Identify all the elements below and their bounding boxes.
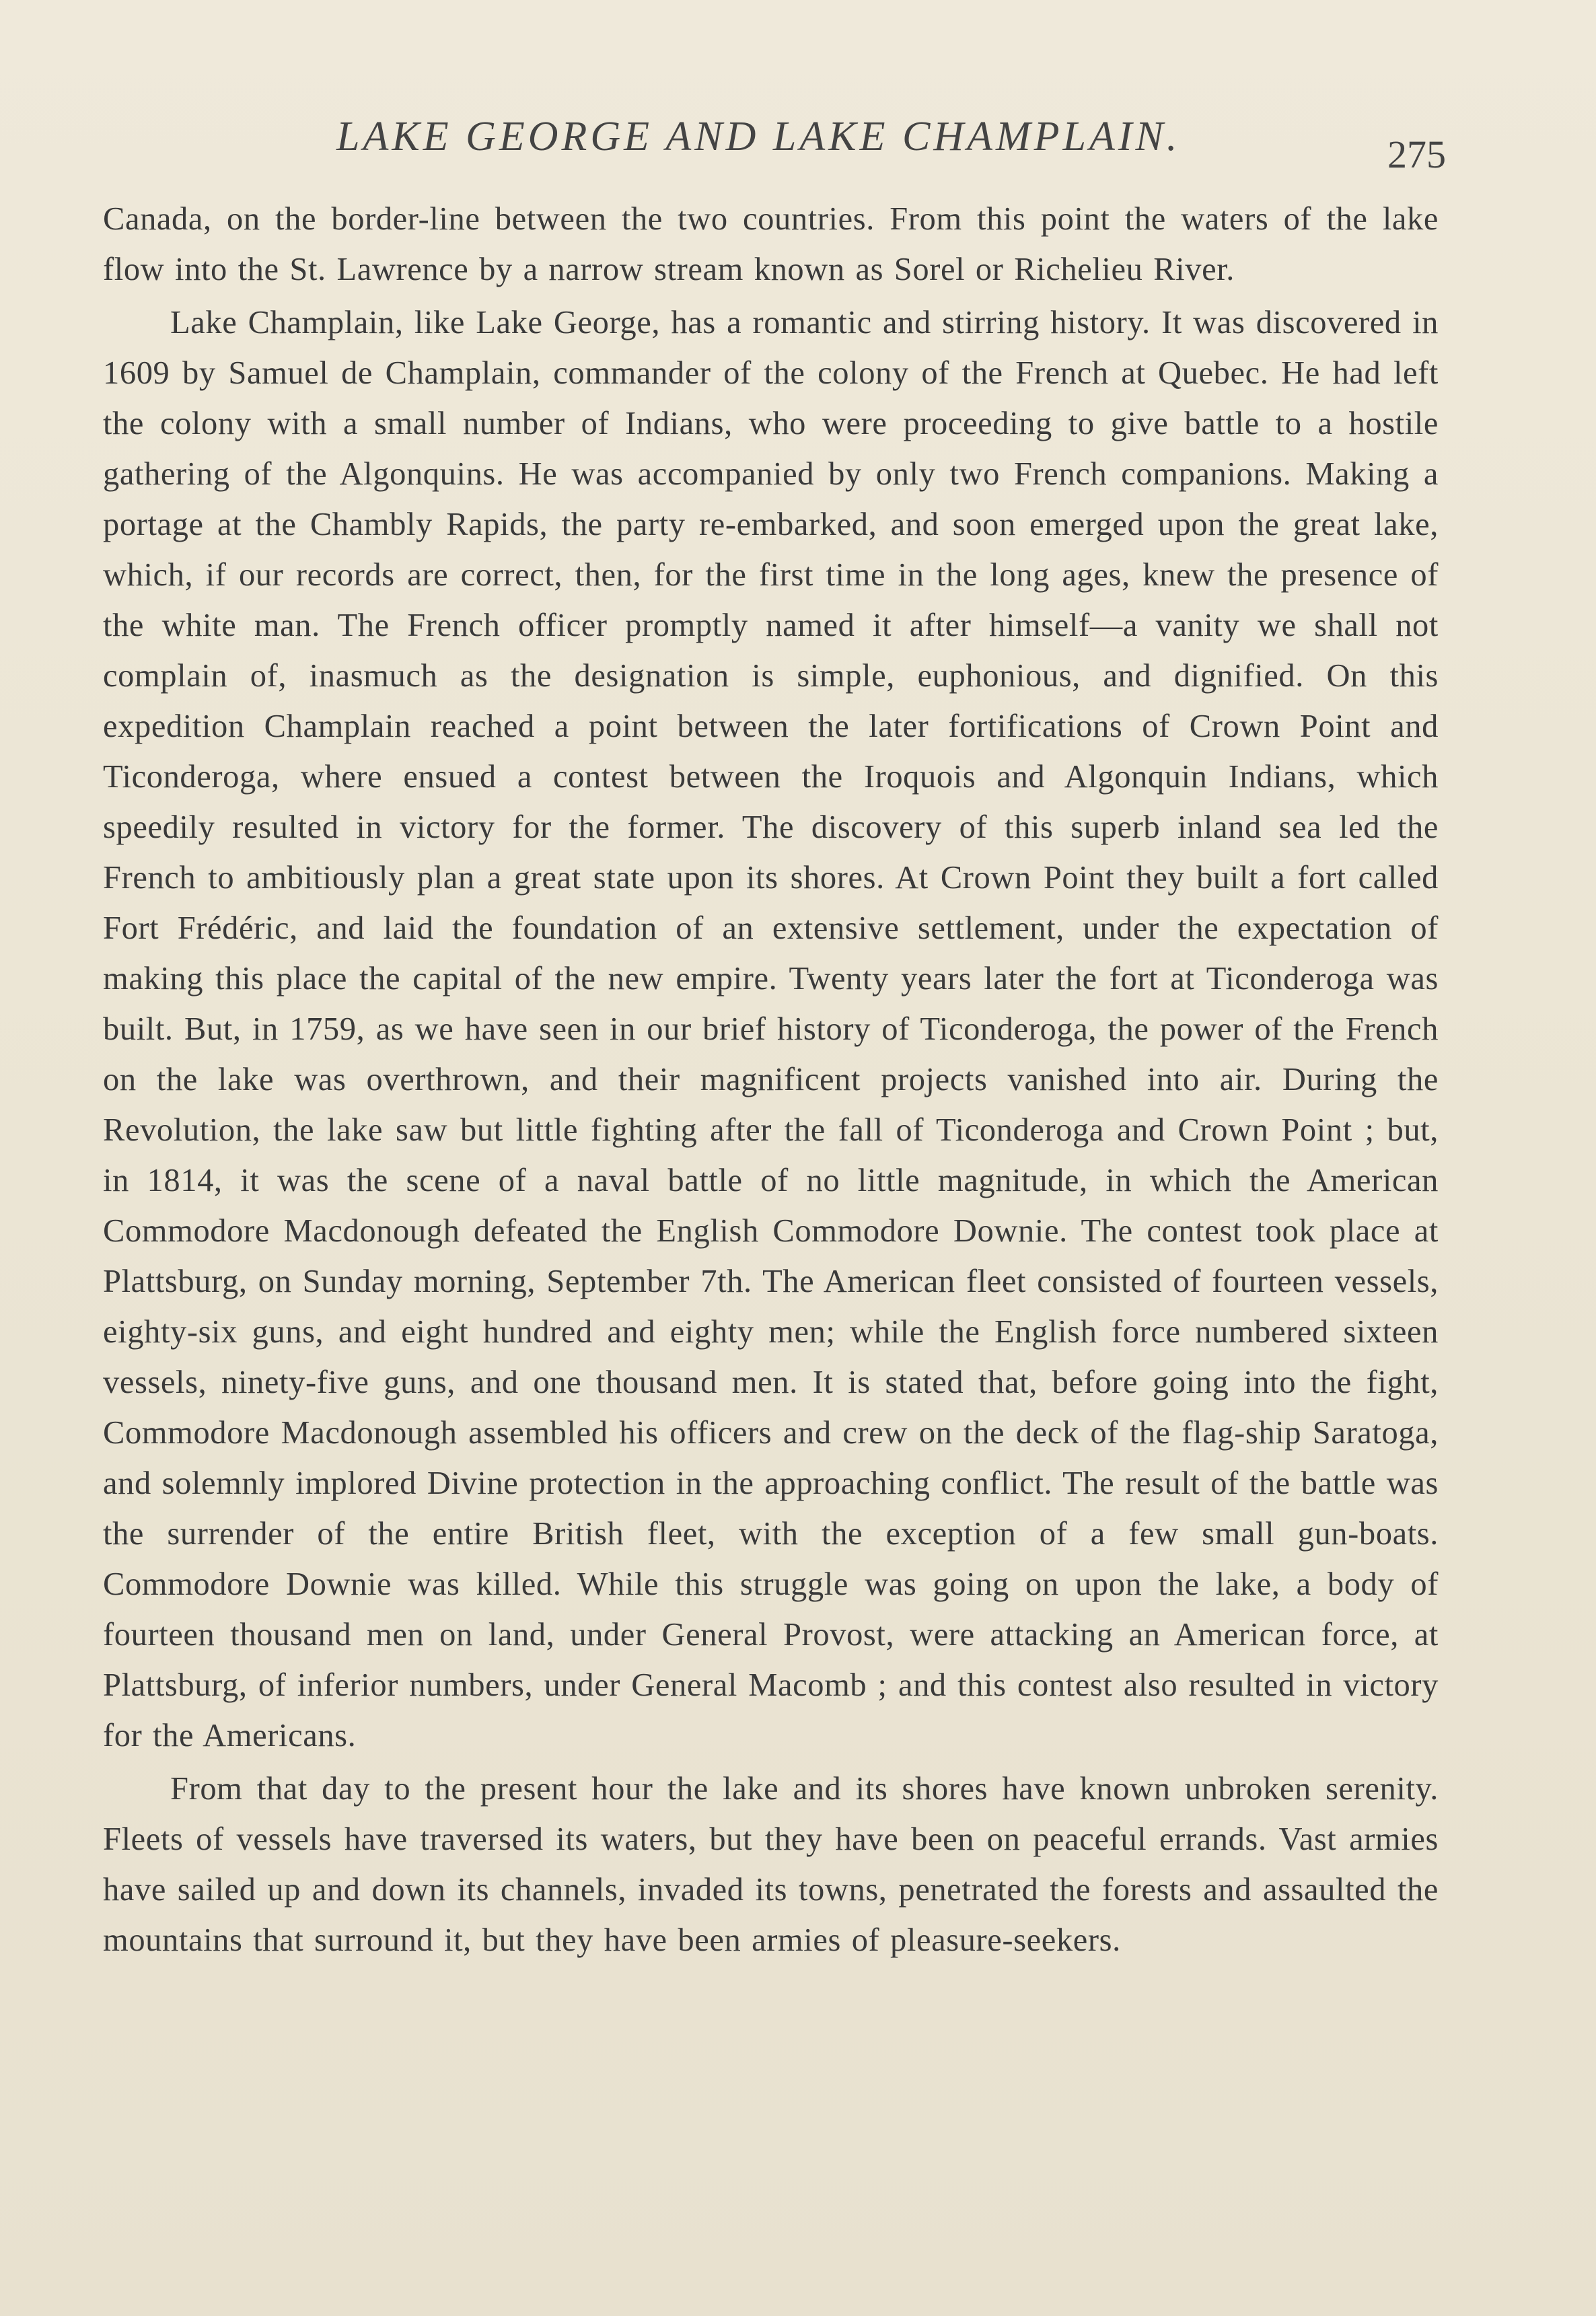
page-number: 275: [1387, 133, 1446, 176]
paragraph-3: From that day to the present hour the lake and its shores have known unbroken serenity. Fleets of vessels have traversed its waters, but they have been on peaceful errands. Vast armies have sailed up and down its channels, invaded its towns, penetrated the forests and assaulted the mountains that surround it, but they have been armies of pleasure-seekers.: [103, 1771, 1439, 1958]
running-title: LAKE GEORGE AND LAKE CHAMPLAIN.: [336, 114, 1181, 159]
paragraph-2: Lake Champlain, like Lake George, has a romantic and stirring history. It was discovered in 1609 by Samuel de Champlain, commander of the colony of the French at Quebec. He had left the colony with a small number of Indians, who were proceeding to give battle to a hostile gathering of the Algonquins. He was accompanied by only two French companions. Making a portage at the Chambly Rapids, the party re-embarked, and soon emerged upon the great lake, which, if our records are correct, then, for the first time in the long ages, knew the presence of the white man. The French officer promptly named it after himself—a vanity we shall not complain of, inasmuch as the designation is simple, euphonious, and dignified. On this expedition Champlain reached a point between the later fortifications of Crown Point and Ticonderoga, where ensued a contest between the Iroquois and Algonquin Indians, which speedily resulted in victory for the former. The discovery of this superb inland sea led the French to ambitiously plan a great state upon its shores. At Crown Point they built a fort called Fort Frédéric, and laid the foundation of an extensive settlement, under the expectation of making this place the capital of the new empire. Twenty years later the fort at Ticonderoga was built. But, in 1759, as we have seen in our brief history of Ticonderoga, the power of the French on the lake was overthrown, and their magnificent projects vanished into air. During the Revolution, the lake saw but little fighting after the fall of Ticonderoga and Crown Point ; but, in 1814, it was the scene of a naval battle of no little magnitude, in which the American Commodore Macdonough defeated the English Commodore Downie. The contest took place at Plattsburg, on Sunday morning, September 7th. The American fleet consisted of fourteen vessels, eighty-six guns, and eight hundred and eighty men; while the English force numbered sixteen vessels, ninety-five guns, and one thousand men. It is stated that, before going into the fight, Commodore Macdonough assembled his officers and crew on the deck of the flag-ship Saratoga, and solemnly implored Divine protection in the approaching conflict. The result of the battle was the surrender of the entire British fleet, with the exception of a few small gun-boats. Commodore Downie was killed. While this struggle was going on upon the lake, a body of fourteen thousand men on land, under General Provost, were attacking an American force, at Plattsburg, of inferior numbers, under General Macomb ; and this contest also resulted in victory for the Americans.: [103, 305, 1439, 1753]
paragraph-1: Canada, on the border-line between the two countries. From this point the waters of the lake flow into the St. Lawrence by a narrow stream known as Sorel or Richelieu River.: [103, 201, 1439, 287]
body-text: [103, 194, 1439, 1968]
